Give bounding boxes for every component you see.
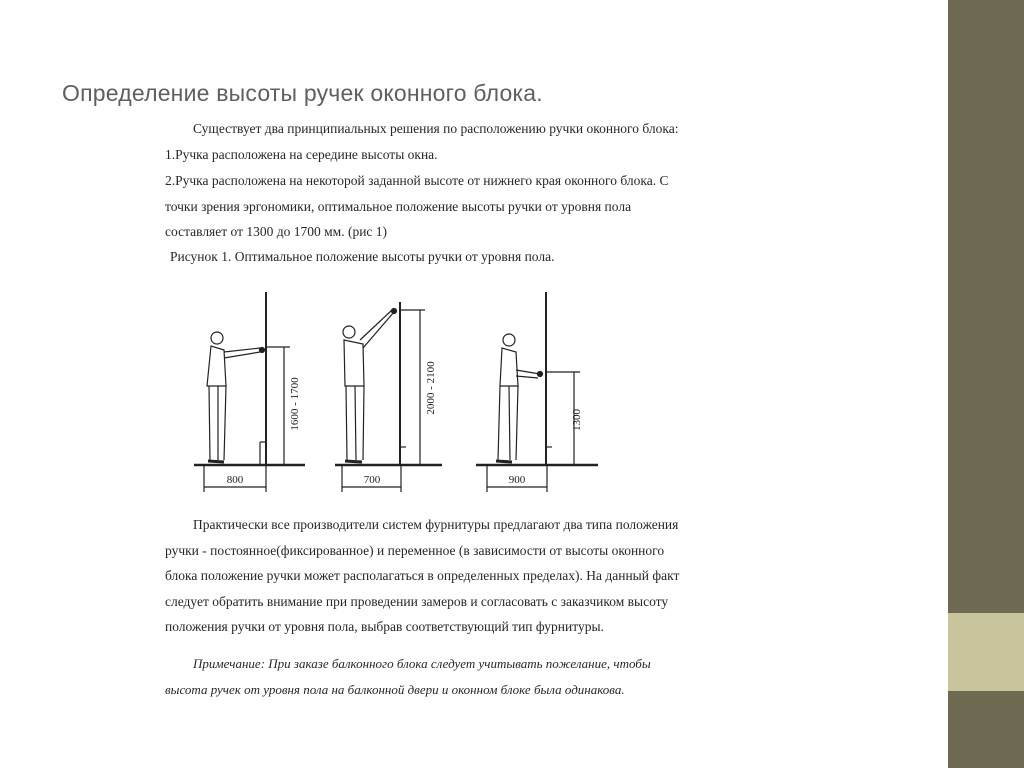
body-line-2: ручки - постоянное(фиксированное) и переменное (в зависимости от высоты оконного bbox=[165, 543, 665, 558]
note-line-2: высота ручек от уровня пола на балконной двери и оконном блоке была одинакова. bbox=[165, 682, 625, 697]
intro-line-1: Существует два принципиальных решения по расположению ручки оконного блока: bbox=[193, 121, 679, 136]
body-line-5: положения ручки от уровня пола, выбрав соответствующий тип фурнитуры. bbox=[165, 619, 604, 634]
panel-1-distance-label: 800 bbox=[226, 474, 244, 486]
panel-2-distance-label: 700 bbox=[363, 474, 381, 486]
note-line-1: Примечание: При заказе балконного блока следует учитывать пожелание, чтобы bbox=[193, 656, 651, 671]
panel-1-height-label: 1600 - 1700 bbox=[289, 377, 301, 431]
panel-2-height-label: 2000 - 2100 bbox=[425, 361, 437, 415]
theme-sidebar-accent bbox=[948, 613, 1024, 691]
body-line-1: Практически все производители систем фурнитуры предлагают два типа положения bbox=[193, 517, 679, 532]
intro-line-2: 1.Ручка расположена на середине высоты окна. bbox=[165, 147, 438, 162]
figure-panel-3 bbox=[476, 292, 598, 492]
body-line-3: блока положение ручки может располагаться в определенных пределах). На данный факт bbox=[165, 568, 680, 583]
slide-title: Определение высоты ручек оконного блока. bbox=[62, 80, 543, 106]
ergonomics-figure bbox=[180, 282, 610, 497]
intro-line-3: 2.Ручка расположена на некоторой заданной высоте от нижнего края оконного блока. С bbox=[165, 173, 669, 188]
intro-line-5: составляет от 1300 до 1700 мм. (рис 1) bbox=[165, 224, 388, 239]
panel-3-height-label: 1300 bbox=[571, 409, 583, 431]
panel-3-distance-label: 900 bbox=[508, 474, 526, 486]
body-line-4: следует обратить внимание при проведении замеров и согласовать с заказчиком высоту bbox=[165, 594, 669, 609]
figure-caption: Рисунок 1. Оптимальное положение высоты ручки от уровня пола. bbox=[170, 249, 555, 264]
intro-line-4: точки зрения эргономики, оптимальное положение высоты ручки от уровня пола bbox=[165, 199, 632, 214]
